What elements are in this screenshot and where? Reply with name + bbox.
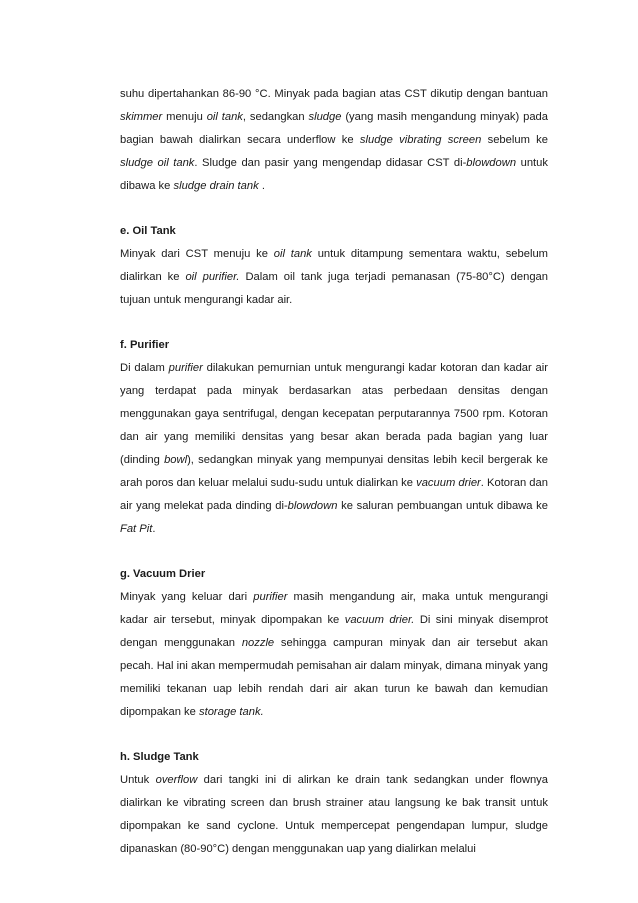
italic-text-run: sludge <box>308 111 342 123</box>
text-run: menuju <box>162 111 207 123</box>
italic-text-run: purifier <box>168 362 203 374</box>
text-run: sebelum ke <box>481 134 548 146</box>
text-run: Dalam oil tank juga terjadi pemanasan (75-80°C) dengan tujuan untuk mengurangi kadar air. <box>120 271 548 306</box>
section-heading-oil-tank: e. Oil Tank <box>120 225 176 237</box>
italic-text-run: sludge drain tank <box>173 180 259 192</box>
italic-text-run: purifier <box>253 591 288 603</box>
text-run: dilakukan pemurnian untuk mengurangi kadar kotoran dan kadar air yang terdapat pada minyak berdasarkan atas perbedaan densitas dengan menggunakan gaya sentrifugal, dengan kecepatan perputarannya 7500 rpm. Kotoran dan air yang memiliki densitas yang besar akan berada pada bagian yang luar (dinding <box>120 362 548 466</box>
text-run: Minyak dari CST menuju ke <box>120 248 274 260</box>
section-heading-sludge-tank: h. Sludge Tank <box>120 751 199 763</box>
italic-text-run: oil tank <box>206 111 243 123</box>
italic-text-run: storage tank. <box>199 706 264 718</box>
italic-text-run: blowdown <box>466 157 517 169</box>
italic-text-run: Fat Pit <box>120 523 153 535</box>
text-run: Di dalam <box>120 362 169 374</box>
section-heading-purifier: f. Purifier <box>120 339 170 351</box>
italic-text-run: bowl <box>164 454 188 466</box>
section-body-purifier <box>120 357 548 541</box>
text-run: suhu dipertahankan 86-90 °C. Minyak pada bagian atas CST dikutip dengan bantuan <box>120 88 548 100</box>
text-run: ke saluran pembuangan untuk dibawa ke <box>337 500 548 512</box>
text-run: Minyak yang keluar dari <box>120 591 254 603</box>
italic-text-run: vacuum drier <box>416 477 481 489</box>
intro-paragraph <box>120 83 548 198</box>
italic-text-run: sludge vibrating screen <box>359 134 482 146</box>
text-run: . <box>152 523 156 535</box>
text-run: . <box>258 180 265 192</box>
text-run: untuk dibawa ke <box>120 157 548 192</box>
document-page <box>120 83 548 861</box>
section-body-vacuum-drier <box>120 586 548 724</box>
text-run: (yang masih mengandung minyak) pada bagian bawah dialirkan secara underflow ke <box>120 111 548 146</box>
text-run: Untuk <box>120 774 156 786</box>
text-run: . Kotoran dan air yang melekat pada dinding di- <box>120 477 548 512</box>
italic-text-run: nozzle <box>241 637 275 649</box>
section-heading-vacuum-drier: g. Vacuum Drier <box>120 568 206 580</box>
text-run: untuk ditampung sementara waktu, sebelum dialirkan ke <box>120 248 548 283</box>
italic-text-run: blowdown <box>287 500 338 512</box>
section-body-oil-tank <box>120 243 548 312</box>
italic-text-run: oil purifier. <box>185 271 240 283</box>
italic-text-run: sludge oil tank <box>120 157 195 169</box>
text-run: . Sludge dan pasir yang mengendap didasar CST di- <box>194 157 467 169</box>
italic-text-run: oil tank <box>273 248 312 260</box>
italic-text-run: vacuum drier. <box>344 614 415 626</box>
text-run: , sedangkan <box>242 111 309 123</box>
text-run: dari tangki ini di alirkan ke drain tank sedangkan under flownya dialirkan ke vibrating screen dan brush strainer atau langsung ke bak transit untuk dipompakan ke sand cyclone. Untuk mempercepat pengendapan lumpur, sludge dipanaskan (80-90°C) dengan menggunakan uap yang dialirkan melalui <box>120 774 548 855</box>
text-run: sehingga campuran minyak dan air tersebut akan pecah. Hal ini akan mempermudah pemisahan air dalam minyak, dimana minyak yang memiliki tekanan uap lebih rendah dari air akan turun ke bawah dan kemudian dipompakan ke <box>120 637 548 718</box>
italic-text-run: overflow <box>155 774 198 786</box>
section-body-sludge-tank <box>120 769 548 861</box>
text-run: masih mengandung air, maka untuk mengurangi kadar air tersebut, minyak dipompakan ke <box>120 591 548 626</box>
italic-text-run: skimmer <box>120 111 163 123</box>
text-run: ), sedangkan minyak yang mempunyai densitas lebih kecil bergerak ke arah poros dan keluar melalui sudu-sudu untuk dialirkan ke <box>120 454 549 489</box>
text-run: Di sini minyak disemprot dengan menggunakan <box>120 614 548 649</box>
